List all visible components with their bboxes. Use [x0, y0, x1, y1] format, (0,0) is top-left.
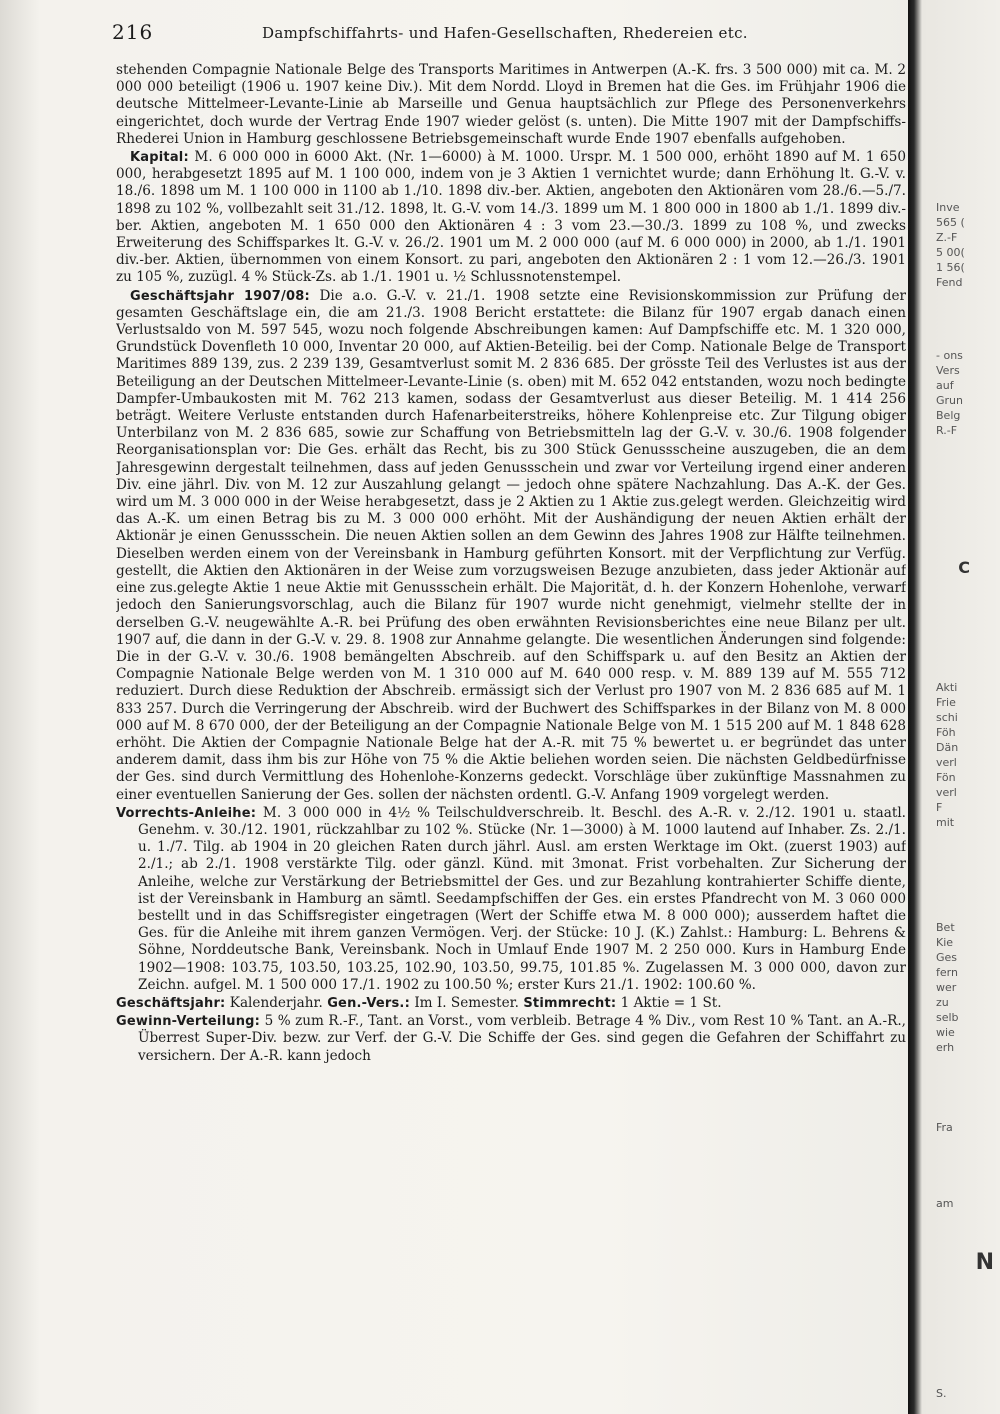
- gutter-fragments-lower: Akti Frie schi Föh Dän verl Fön verl F mit: [936, 681, 959, 829]
- gutter-fragments-bottom: Bet Kie Ges fern wer zu selb wie erh: [936, 921, 959, 1054]
- geschaeftsjahr-1907-text: Die a.o. G.-V. v. 21./1. 1908 setzte eine Revisionskommission zur Prüfung der gesamten Geschäftslage ein, die am 21./3. 1908 Bericht erstattete: die Bilanz für 1907 ergab danach einen Verlustsaldo von M. 597 545, wozu noch folgende Abschreibungen kamen: Auf Dampfschiffe etc. M. 1 320 000, Grundstück Dovenfleth 10 000, Inventar 20 000, auf Aktien-Beteilig. bei der Comp. Nationale Belge de Transport Maritimes 889 139, zus. 2 239 139, Gesamtverlust somit M. 2 836 685. Der grösste Teil des Verlustes ist aus der Beteiligung an der Deutschen Mittelmeer-Levante-Linie (s. oben) mit M. 652 042 entstanden, wozu noch bedingte Dampfer-Umbaukosten mit M. 762 213 kamen, sodass der Gesamtverlust aus dieser Beteilig. M. 1 414 256 beträgt. Weitere Verluste entstanden durch Hafenarbeiterstreiks, höhere Kohlenpreise etc. Zur Tilgung obiger Unterbilanz von M. 2 836 685, sowie zur Schaffung von Betriebsmitteln lag der G.-V. v. 30./6. 1908 folgender Reorganisationsplan vor: Die Ges. erhält das Recht, bis zu 300 Stück Genussscheine auszugeben, die an dem Jahresgewinn dergestalt teilnehmen, dass auf jeden Genussschein und zwar vor Verteilung irgend einer anderen Div. eine jährl. Div. von M. 12 zur Auszahlung gelangt — jedoch ohne spätere Nachzahlung. Das A.-K. der Ges. wird um M. 3 000 000 in der Weise herabgesetzt, dass je 2 Aktien zu 1 Aktie zus.gelegt werden. Gleichzeitig wird das A.-K. um einen Betrag bis zu M. 3 000 000 erhöht. Mit der Aushändigung der neuen Aktien erhält der Aktionär je einen Genussschein. Die neuen Aktien sollen an dem Gewinn des Jahres 1908 zur Hälfte teilnehmen. Dieselben werden einem von der Vereinsbank in Hamburg geführten Konsort. mit der Verpflichtung zur Verfüg. gestellt, die Aktien den Aktionären in der Weise zum vorzugsweisen Bezuge anzubieten, dass jeder Aktionär auf eine zus.gelegte Aktie 1 neue Aktie mit Genussschein erhält. Die Majorität, d. h. der Konzern Hohenlohe, verwarf jedoch den Sanierungsvorschlag, auch die Bilanz für 1907 wurde nicht genehmigt, vielmehr stellte der in derselben G.-V. neugewählte A.-R. bei Prüfung des oben erwähnten Revisionsberichtes eine neue Bilanz per ult. 1907 auf, die dann in der G.-V. v. 29. 8. 1908 zur Annahme gelangte. Die wesentlichen Änderungen sind folgende: Die in der G.-V. v. 30./6. 1908 bemängelten Abschreib. auf den Schiffspark u. auf den Besitz an Aktien der Compagnie Nationale Belge werden von M. 1 310 000 auf M. 640 000 resp. v. M. 889 139 auf M. 555 712 reduziert. Durch diese Reduktion der Abschreib. ermässigt sich der Verlust pro 1907 von M. 2 836 685 auf M. 1 833 257. Durch die Verringerung der Abschreib. wird der Buchwert des Schiffsparkes in der Bilanz von M. 8 000 000 auf M. 8 670 000, der der Beteiligung an der Compagnie Nationale Belge von M. 1 515 200 auf M. 1 848 628 erhöht. Die Aktien der Compagnie Nationale Belge hat der A.-R. mit 75 % bewertet u. er begründet das unter anderem damit, dass ihm bis zur Höhe von 75 % die Aktie beliehen worden seien. Die nächsten Geldbedürfnisse der Ges. sind durch Vermittlung des Hohenlohe-Konzerns gedeckt. Vorschläge über zukünftige Massnahmen zu einer eventuellen Sanierung der Ges. sollen der nächsten ordentl. G.-V. Anfang 1909 vorgelegt werden.: [116, 287, 906, 803]
- kapital-paragraph: [116, 149, 906, 287]
- gewinn-paragraph: [116, 1013, 906, 1065]
- kapital-text: M. 6 000 000 in 6000 Akt. (Nr. 1—6000) à M. 1000. Urspr. M. 1 500 000, erhöht 1890 auf M. 1 650 000, herabgesetzt 1895 auf M. 1 100 000, indem von je 3 Aktien 1 vernichtet wurde; dann Erhöhung lt. G.-V. v. 18./6. 1898 um M. 1 100 000 in 1100 ab 1./10. 1898 div.-ber. Aktien, angeboten den Aktionären vom 28./6.—5./7. 1898 zu 102 %, vollbezahlt seit 31./12. 1898, lt. G.-V. vom 14./3. 1899 um M. 1 800 000 in 1800 ab 1./1. 1899 div.-ber. Aktien, angeboten M. 1 650 000 den Aktionären 4 : 3 vom 23.—30./3. 1899 zu 108 %, und zwecks Erweiterung des Schiffsparkes lt. G.-V. v. 26./2. 1901 um M. 2 000 000 (auf M. 6 000 000) in 2000, ab 1./1. 1901 div.-ber. Aktien, übernommen von einem Konsort. zu pari, angeboten den Aktionären 2 : 1 vom 12.—26./3. 1901 zu 105 %, zuzügl. 4 % Stück-Zs. ab 1./1. 1901 u. ½ Schlussnotenstempel.: [116, 149, 906, 286]
- geschaeftsjahr-1907-paragraph: [116, 288, 906, 804]
- meta-paragraph: [116, 995, 906, 1012]
- stimmrecht-text: 1 Aktie = 1 St.: [620, 994, 722, 1011]
- genvers-text: Im I. Semester.: [414, 994, 520, 1011]
- genvers-label: Gen.-Vers.:: [327, 995, 410, 1011]
- gutter-letter-g: C: [958, 558, 970, 577]
- stimmrecht-label: Stimmrecht:: [523, 995, 617, 1011]
- gewinn-label: Gewinn-Verteilung:: [116, 1014, 261, 1030]
- gewinn-text: 5 % zum R.-F., Tant. an Vorst., vom verbleib. Betrage 4 % Div., vom Rest 10 % Tant. an A.-R., Überrest Super-Div. bezw. zur Verf. der G.-V. Die Schiffe der Ges. sind gegen die Gefahren der Schiffahrt zu versichern. Der A.-R. kann jedoch: [138, 1013, 906, 1064]
- geschaeftsjahr-text: Kalenderjahr.: [229, 994, 323, 1011]
- page-header: [112, 18, 912, 48]
- page-body: [116, 62, 906, 1402]
- geschaeftsjahr-1907-label: Geschäftsjahr 1907/08:: [130, 288, 310, 304]
- facing-page-gutter: [908, 0, 1000, 1414]
- geschaeftsjahr-label: Geschäftsjahr:: [116, 995, 226, 1011]
- anleihe-label: Vorrechts-Anleihe:: [116, 805, 257, 821]
- gutter-fragment-am: am: [936, 1197, 954, 1210]
- gutter-fragment-s: S.: [936, 1387, 947, 1400]
- gutter-fragments-top: Inve 565 ( Z.-F 5 00( 1 56( Fend: [936, 201, 965, 289]
- page-number: 216: [112, 20, 154, 44]
- anleihe-paragraph: [116, 805, 906, 994]
- gutter-fragment-fra: Fra: [936, 1121, 953, 1134]
- kapital-label: Kapital:: [130, 150, 189, 166]
- anleihe-text: M. 3 000 000 in 4½ % Teilschuldverschreib. lt. Beschl. des A.-R. v. 2./12. 1901 u. staatl. Genehm. v. 30./12. 1901, rückzahlbar zu 102 %. Stücke (Nr. 1—3000) à M. 1000 lautend auf Inhaber. Zs. 2./1. u. 1./7. Tilg. ab 1904 in 20 gleichen Raten durch jährl. Ausl. am ersten Werktage im Okt. (zuerst 1903) auf 2./1.; ab 2./1. 1908 verstärkte Tilg. oder gänzl. Künd. mit 3monat. Frist vorbehalten. Zur Sicherung der Anleihe, welche zur Verstärkung der Betriebsmittel der Ges. und zur Bezahlung kontrahierter Schiffe diente, ist der Vereinsbank in Hamburg an sämtl. Seedampfschiffen der Ges. ein erstes Pfandrecht von M. 3 060 000 bestellt und in das Schiffsregister eingetragen (Wert der Schiffe etwa M. 8 000 000); ausserdem haftet die Ges. für die Anleihe mit ihrem ganzen Vermögen. Verj. der Stücke: 10 J. (K.) Zahlst.: Hamburg: L. Behrens & Söhne, Norddeutsche Bank, Vereinsbank. Noch in Umlauf Ende 1907 M. 2 250 000. Kurs in Hamburg Ende 1902—1908: 103.75, 103.50, 103.25, 102.90, 103.50, 99.75, 101.85 %. Zugelassen M. 3 000 000, davon zur Zeichn. aufgel. M. 1 500 000 17./1. 1902 zu 100.50 %; erster Kurs 21./1. 1902: 100.60 %.: [138, 804, 906, 993]
- gutter-fragments-mid: - ons Vers auf Grun Belg R.-F: [936, 349, 963, 437]
- running-head: Dampfschiffahrts- und Hafen-Gesellschaften, Rhedereien etc.: [262, 24, 748, 42]
- gutter-letter-n: N: [975, 1250, 994, 1275]
- intro-paragraph: stehenden Compagnie Nationale Belge des Transports Maritimes in Antwerpen (A.-K. frs. 3 500 000) mit ca. M. 2 000 000 beteiligt (1906 u. 1907 keine Div.). Mit dem Nordd. Lloyd in Bremen hat die Ges. im Frühjahr 1906 die deutsche Mittelmeer-Levante-Linie ab Marseille und Genua hauptsächlich zur Pflege des Personenverkehrs eingerichtet, doch wurde der Vertrag Ende 1907 wieder gelöst (s. unten). Die Mitte 1907 mit der Dampfschiffs-Rhederei Union in Hamburg geschlossene Betriebsgemeinschaft wurde Ende 1907 ebenfalls aufgehoben.: [116, 62, 906, 147]
